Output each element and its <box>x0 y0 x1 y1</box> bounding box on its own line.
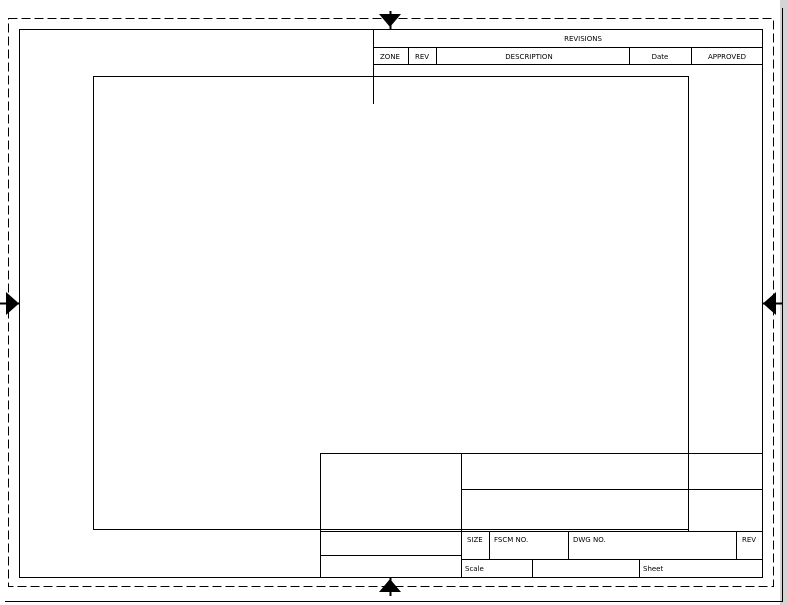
title-block-size-label: SIZE <box>467 536 483 544</box>
revisions-description-header: DESCRIPTION <box>505 53 553 61</box>
drawing-border <box>20 30 763 578</box>
title-block <box>320 453 763 578</box>
title-block-rev-label: REV <box>742 536 757 544</box>
trim-border <box>9 19 774 587</box>
revisions-date-header: Date <box>651 53 669 61</box>
revisions-zone-header: ZONE <box>380 53 400 61</box>
revisions-rev-header: REV <box>414 53 430 61</box>
revisions-block <box>373 29 763 104</box>
title-block-fscm-label: FSCM NO. <box>494 536 529 544</box>
title-block-sheet-label: Sheet <box>643 565 664 573</box>
revisions-approved-header: APPROVED <box>707 53 747 61</box>
drawing-area <box>94 77 689 530</box>
revisions-title: REVISIONS <box>564 35 602 43</box>
title-block-dwg-label: DWG NO. <box>573 536 606 544</box>
title-block-scale-label: Scale <box>465 565 484 573</box>
